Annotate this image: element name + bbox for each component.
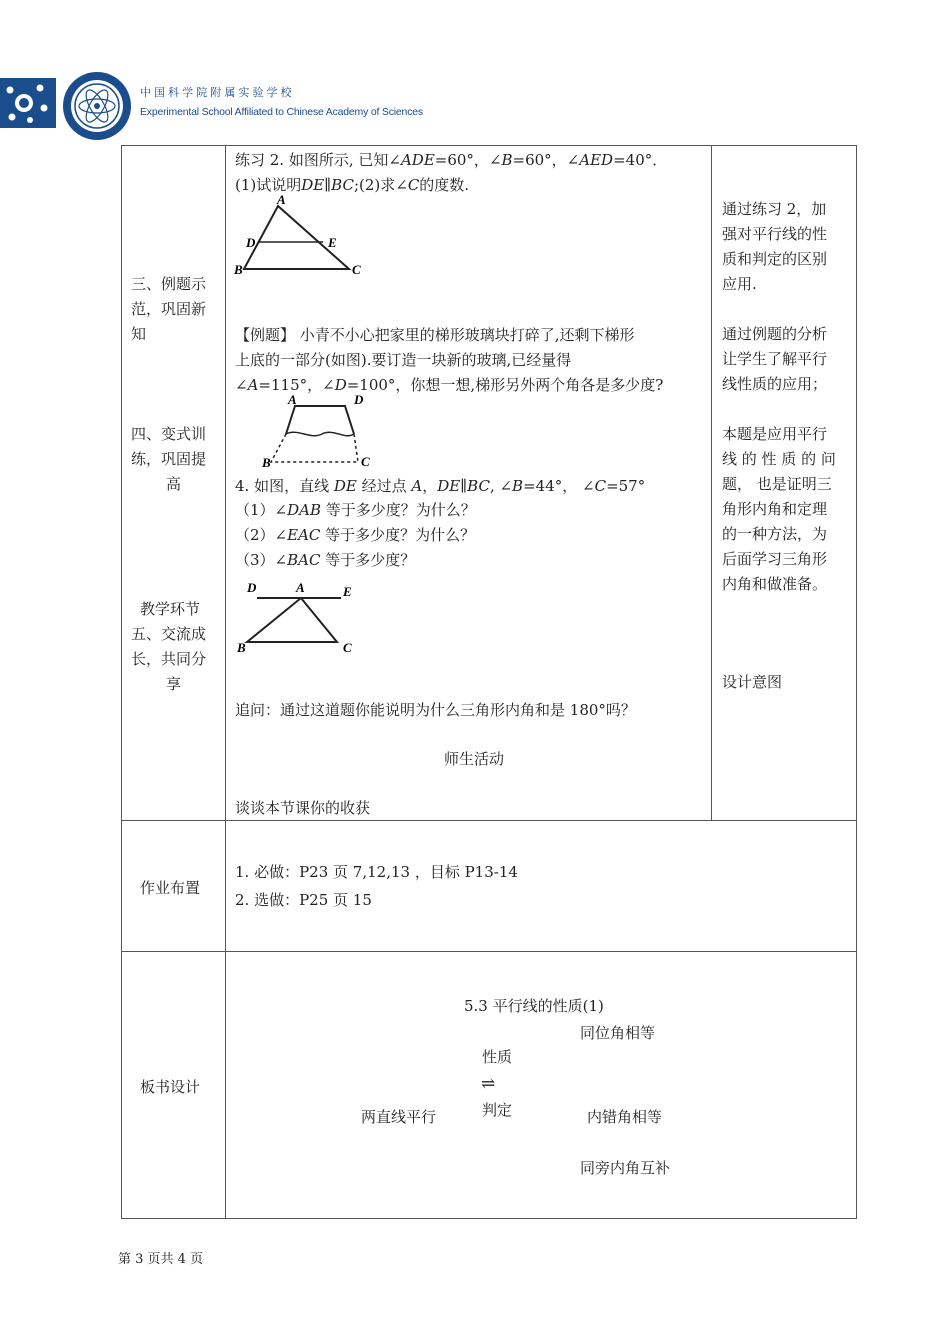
activity-heading: 师生活动 [444, 750, 505, 768]
board-tongpang: 同旁内角互补 [580, 1159, 671, 1177]
question-4-part-3: （3）∠BAC 等于多少度？ [235, 551, 416, 569]
homework-item-1: 1. 必做：P23 页 7,12,13 ，目标 P13-14 [235, 863, 518, 881]
triangle-figure-1 [230, 192, 380, 280]
summary-prompt: 谈谈本节课你的收获 [235, 799, 371, 817]
design-intent-label: 设计意图 [722, 673, 783, 691]
board-title: 5.3 平行线的性质(1) [464, 997, 604, 1015]
fig2-label-d: D [354, 392, 364, 407]
homework-label: 作业布置 [140, 879, 201, 897]
triangle-figure-2 [233, 576, 363, 660]
intent-note-3: 本题是应用平行 [722, 425, 828, 443]
table-left-border [121, 145, 122, 1219]
board-arrow-icon: ⇌ [481, 1074, 496, 1094]
fig3-label-c: C [343, 640, 352, 655]
table-col-divider [225, 145, 226, 1219]
intent-note-3: 题， 也是证明三 [722, 475, 832, 493]
question-4-part-1: （1）∠DAB 等于多少度？为什么？ [235, 501, 476, 519]
intent-note-1: 通过练习 2，加 [722, 200, 827, 218]
fig3-label-b: B [237, 640, 246, 655]
table-col-divider [711, 145, 712, 821]
fig1-label-d: D [246, 235, 256, 250]
intent-note-1: 质和判定的区别 [722, 250, 828, 268]
teaching-phase-label: 教学环节 [140, 600, 201, 618]
fig3-label-e: E [343, 584, 352, 599]
school-logo [0, 68, 140, 148]
fig1-label-b: B [234, 262, 243, 277]
table-bottom-border [121, 1218, 857, 1219]
intent-note-2: 通过例题的分析 [722, 325, 828, 343]
table-right-border [856, 145, 857, 1219]
intent-note-1: 应用. [722, 275, 757, 293]
fig1-label-c: C [352, 262, 361, 277]
example-line-2: 上底的一部分(如图).要订造一块新的玻璃,已经量得 [235, 351, 572, 369]
trapezoid-figure [258, 392, 383, 472]
intent-note-3: 的一种方法，为 [722, 525, 828, 543]
intent-note-3: 后面学习三角形 [722, 550, 828, 568]
fig3-label-d: D [247, 580, 257, 595]
intent-note-3: 角形内角和定理 [722, 500, 828, 518]
section-3-label: 三、例题示 [131, 275, 207, 293]
board-tongwei: 同位角相等 [580, 1024, 656, 1042]
page-footer: 第 3 页共 4 页 [118, 1252, 204, 1267]
intent-note-2: 让学生了解平行 [722, 350, 828, 368]
homework-item-2: 2. 选做：P25 页 15 [235, 891, 372, 909]
example-line-3: ∠A=115°，∠D=100°，你想一想,梯形另外两个角各是多少度? [235, 376, 664, 394]
board-design-label: 板书设计 [140, 1078, 201, 1096]
fig2-label-c: C [361, 454, 370, 469]
school-name-en: Experimental School Affiliated to Chinese Academy of Sciences [140, 106, 423, 118]
fig3-label-a: A [296, 580, 305, 595]
intent-note-2: 线性质的应用； [722, 375, 828, 393]
section-5-label: 五、交流成 [131, 625, 207, 643]
fig2-label-b: B [262, 455, 271, 470]
question-4-line-1: 4. 如图，直线 DE 经过点 A，DE∥BC, ∠B=44°， ∠C=57° [235, 477, 646, 495]
section-3-label: 范，巩固新 [131, 300, 207, 318]
section-4-label: 练，巩固提 [131, 450, 207, 468]
board-neicuo: 内错角相等 [587, 1108, 663, 1126]
table-row-divider [121, 820, 857, 821]
section-5-label: 长，共同分 [131, 650, 207, 668]
table-top-border [121, 145, 857, 146]
section-4-label: 四、变式训 [131, 425, 207, 443]
exercise-2-line-2: (1)试说明DE∥BC;(2)求∠C的度数. [235, 176, 470, 194]
board-panding: 判定 [482, 1101, 513, 1119]
fig1-label-e: E [328, 235, 337, 250]
example-line-1: 【例题】 小青不小心把家里的梯形玻璃块打碎了,还剩下梯形 [235, 326, 635, 344]
fig2-label-a: A [288, 392, 297, 407]
section-5-label: 享 [166, 675, 182, 693]
exercise-2-line-1: 练习 2. 如图所示, 已知∠ADE=60°，∠B=60°，∠AED=40°． [235, 151, 668, 169]
section-4-label: 高 [166, 475, 182, 493]
table-row-divider [121, 951, 857, 952]
fig1-label-a: A [277, 192, 286, 207]
board-parallel: 两直线平行 [361, 1108, 437, 1126]
intent-note-3: 内角和做准备。 [722, 575, 828, 593]
intent-note-3: 线 的 性 质 的 问 [722, 450, 836, 468]
school-name-cn: 中 国 科 学 院 附 属 实 验 学 校 [140, 87, 292, 99]
board-xingzhi: 性质 [482, 1048, 513, 1066]
follow-up-question: 追问：通过这道题你能说明为什么三角形内角和是 180°吗？ [235, 701, 636, 719]
intent-note-1: 强对平行线的性 [722, 225, 828, 243]
question-4-part-2: （2）∠EAC 等于多少度？为什么？ [235, 526, 476, 544]
section-3-label: 知 [131, 325, 147, 343]
